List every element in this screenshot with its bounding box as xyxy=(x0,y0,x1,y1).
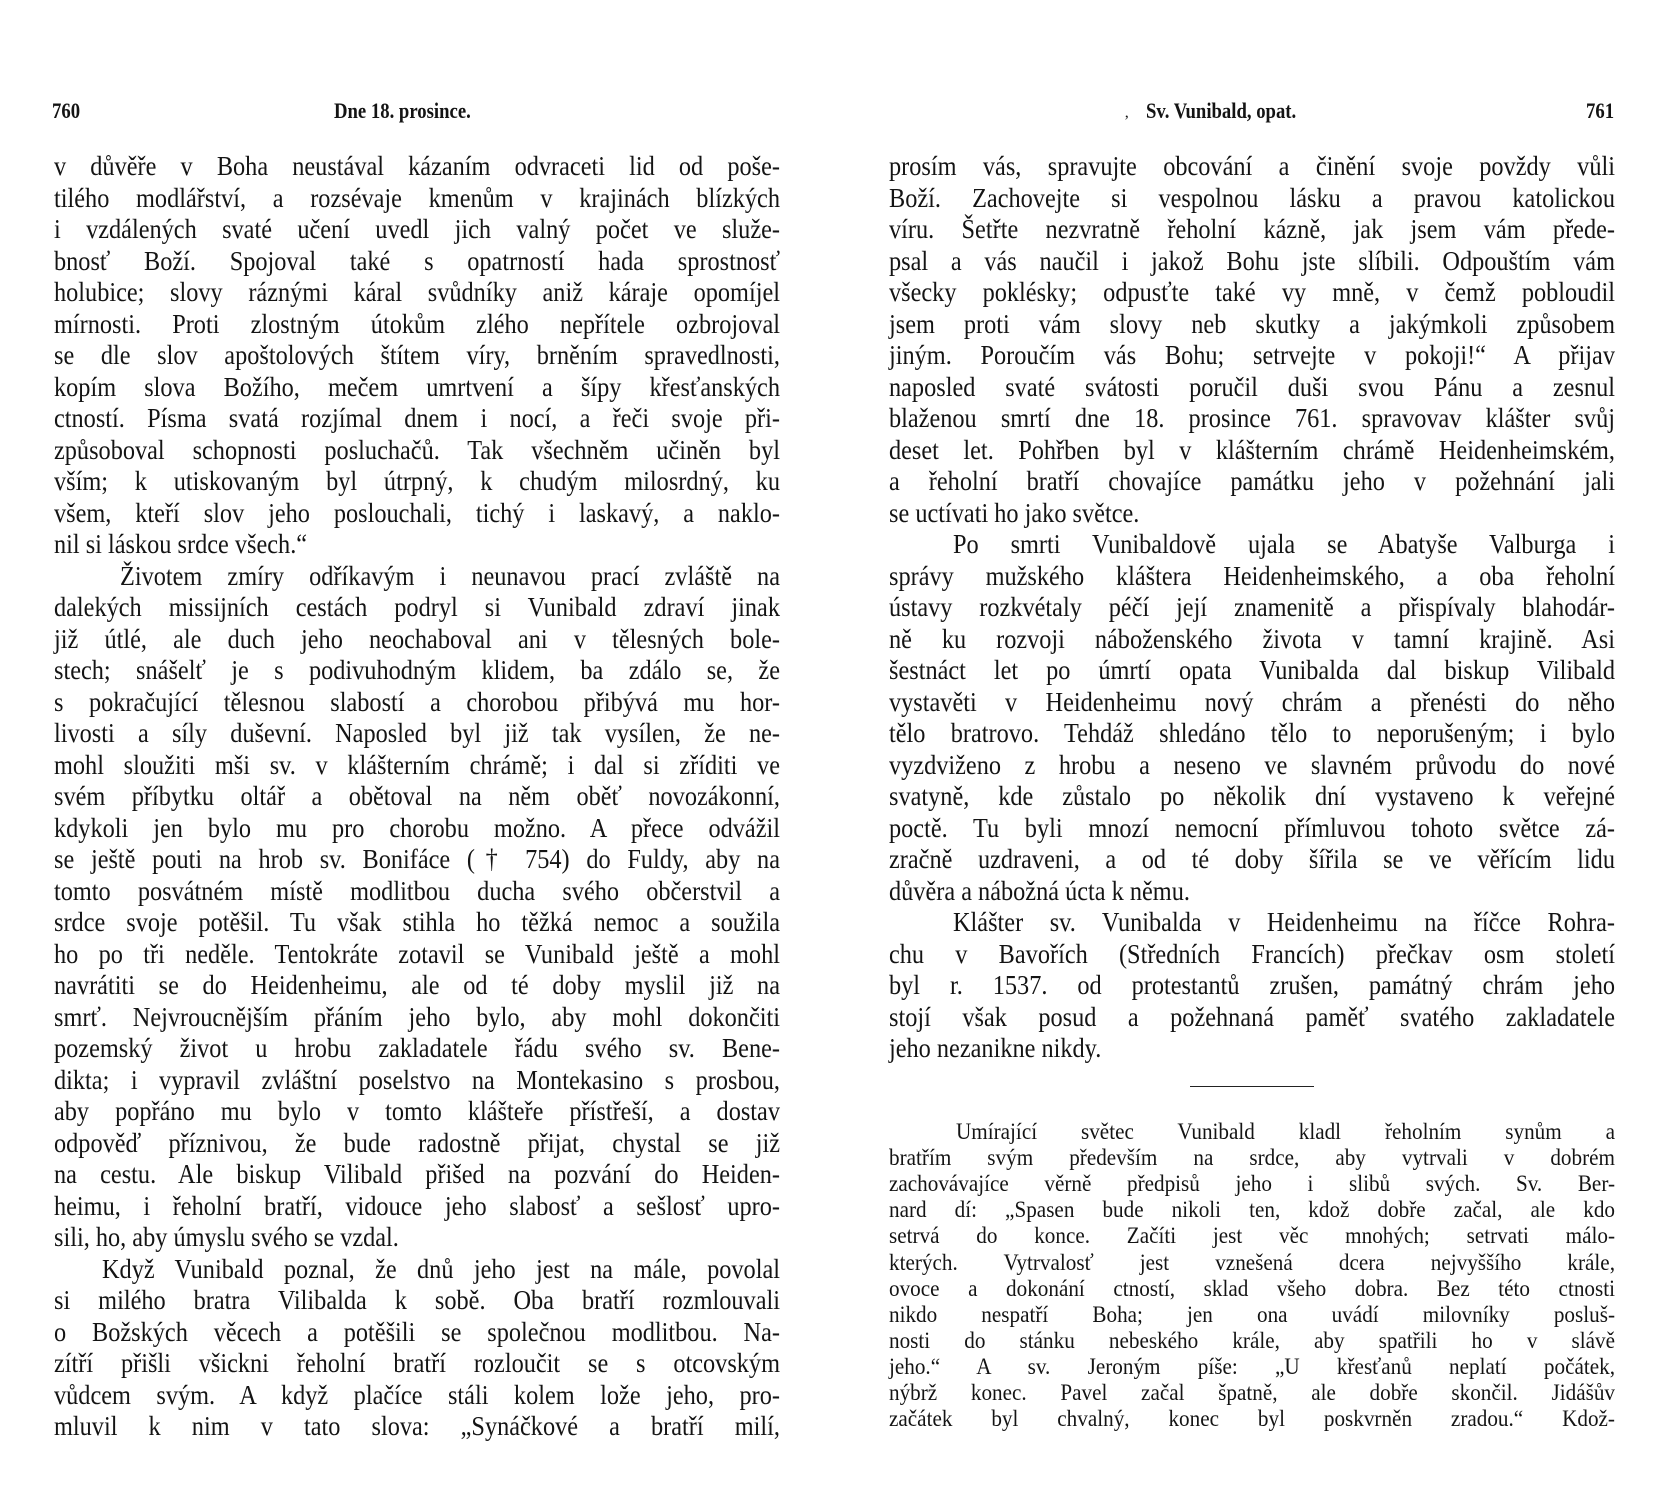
text-line: a řeholní bratří chovajíce památku jeho v požehnání jali xyxy=(889,466,1615,496)
text-line: dikta; i vypravil zvláštní poselstvo na Montekasino s prosbou, xyxy=(54,1064,780,1095)
text-line: jeho.“ A sv. Jeroným píše: „U křesťanů neplatí počátek, xyxy=(889,1353,1615,1379)
text-line: v důvěře v Boha neustával kázaním odvraceti lid od poše- xyxy=(54,151,780,181)
text-line: nosti do stánku nebeského krále, aby spatřili ho v slávě xyxy=(889,1327,1615,1353)
text-line: holubice; slovy ráznými káral svůdníky aniž káraje opomíjel xyxy=(54,277,780,307)
text-line: livosti a síly duševní. Naposled byl již tak vysílen, že ne- xyxy=(54,718,780,748)
text-line: srdce svoje potěšil. Tu však stihla ho těžká nemoc a soužila xyxy=(54,907,780,937)
text-line: Klášter sv. Vunibalda v Heidenheimu na říčce Rohra- xyxy=(953,907,1615,937)
text-line: nýbrž konec. Pavel začal špatně, ale dobře skončil. Jidášův xyxy=(889,1380,1615,1405)
text-line: naposled svaté svátosti poručil duši svou Pánu a zesnul xyxy=(889,371,1615,402)
text-line: svatyně, kde zůstalo po několik dní vystaveno k veřejné xyxy=(889,781,1615,811)
text-line: deset let. Pohřben byl v klášterním chrámě Heidenheimském, xyxy=(889,434,1615,465)
section-divider xyxy=(1190,1086,1314,1087)
text-line: ovoce a dokonání ctností, sklad všeho dobra. Bez této ctnosti xyxy=(889,1275,1615,1301)
text-line: setrvá do konce. Začíti jest věc mnohých; setrvati málo- xyxy=(889,1223,1615,1249)
text-line: kdykoli jen bylo mu pro chorobu možno. A přece odvážil xyxy=(54,812,780,843)
text-line: již útlé, ale duch jeho neochaboval ani v tělesných bole- xyxy=(54,623,780,654)
text-line: všem, kteří slov jeho poslouchali, tichý i laskavý, a naklo- xyxy=(54,497,780,528)
text-line: ho po tři neděle. Tentokráte zotavil se Vunibald ještě a mohl xyxy=(54,938,780,969)
text-line: jiným. Poroučím vás Bohu; setrvejte v pokoji!“ A přijav xyxy=(889,340,1615,370)
text-line: navrátiti se do Heidenheimu, ale od té doby myslil již na xyxy=(54,970,780,1000)
text-line: bratřím svým především na srdce, aby vytrvali v dobrém xyxy=(889,1145,1615,1171)
text-line: mluvil k nim v tato slova: „Synáčkové a bratří milí, xyxy=(54,1411,780,1441)
text-line: kterých. Vytrvalosť jest vznešená dcera nejvyššího krále, xyxy=(889,1249,1615,1275)
text-line: na cestu. Ale biskup Vilibald přišed na pozvání do Heiden- xyxy=(54,1159,780,1189)
text-line: ctností. Písma svatá rozjímal dnem i nocí, a řeči svoje při- xyxy=(54,403,780,433)
text-line: začátek byl chvalný, konec byl poskvrněn zradou.“ Kdož- xyxy=(889,1406,1615,1432)
text-line: způsoboval schopnosti posluchačů. Tak všechněm učiněn byl xyxy=(54,434,780,465)
text-line: stojí však posud a požehnaná paměť svatého zakladatele xyxy=(889,1001,1615,1032)
text-line: i vzdálených svaté učení uvedl jich valný počet ve služe- xyxy=(54,214,780,244)
text-line: stech; snášelť je s podivuhodným klidem, ba zdálo se, že xyxy=(54,655,780,685)
text-line: nard dí: „Spasen bude nikoli ten, kdož dobře začal, ale kdo xyxy=(889,1197,1615,1223)
text-line: tomto posvátném místě modlitbou ducha svého občerstvil a xyxy=(54,875,780,906)
text-line: se ještě pouti na hrob sv. Bonifáce († 754) do Fuldy, aby na xyxy=(54,844,780,874)
text-line: tělo bratrovo. Tehdáž shledáno tělo to neporušeným; i bylo xyxy=(889,718,1615,748)
text-line: nil si láskou srdce všech.“ xyxy=(54,529,308,559)
text-line: jsem proti vám slovy neb skutky a jakýmkoli způsobem xyxy=(889,308,1615,339)
text-line: víru. Šetřte nezvratně řeholní kázně, jak jsem vám přede- xyxy=(889,214,1615,244)
text-line: důvěra a nábožná úcta k němu. xyxy=(889,875,1190,906)
text-line: s pokračující tělesnou slabostí a chorobou přibývá mu hor- xyxy=(54,686,780,717)
text-line: o Božských věcech a potěšili se společnou modlitbou. Na- xyxy=(54,1316,780,1347)
scan-speck: ‚ xyxy=(1124,104,1130,121)
text-line: zachovávajíce věrně předpisů jeho i slibů svých. Sv. Ber- xyxy=(889,1171,1615,1197)
text-line: Životem zmíry odříkavým i neunavou prací zvláště na xyxy=(120,560,780,591)
text-line: si milého bratra Vilibalda k sobě. Oba bratří rozmlouvali xyxy=(54,1285,780,1315)
text-line: se uctívati ho jako světce. xyxy=(889,497,1140,528)
text-line: tilého modlářství, a rozsévaje kmenům v krajinách blízkých xyxy=(54,182,780,213)
text-line: bnosť Boží. Spojoval také s opatrností hada sprostnosť xyxy=(54,245,780,276)
text-line: smrť. Nejvroucnějším přáním jeho bylo, aby mohl dokončiti xyxy=(54,1001,780,1032)
text-line: aby popřáno mu bylo v tomto klášteře přístřeší, a dostav xyxy=(54,1096,780,1126)
text-line: byl r. 1537. od protestantů zrušen, památný chrám jeho xyxy=(889,970,1615,1000)
text-line: mohl sloužiti mši sv. v klášterním chrámě; i dal si zříditi ve xyxy=(54,749,780,780)
text-line: vůdcem svým. A když plačíce stáli kolem lože jeho, pro- xyxy=(54,1379,780,1410)
text-line: vším; k utiskovaným byl útrpný, k chudým milosrdný, ku xyxy=(54,466,780,496)
text-line: prosím vás, spravujte obcování a činění svoje povždy vůli xyxy=(889,151,1615,181)
text-line: zítří přišli všickni řeholní bratří rozloučit se s otcovským xyxy=(54,1348,780,1378)
running-title-left: Dne 18. prosince. xyxy=(334,98,471,123)
text-line: správy mužského kláštera Heidenheimského, a oba řeholní xyxy=(889,560,1615,591)
page-number-left: 760 xyxy=(52,98,81,123)
text-line: vyzdviženo z hrobu a neseno ve slavném průvodu do nové xyxy=(889,749,1615,780)
text-line: mírnosti. Proti zlostným útokům zlého nepřítele ozbrojoval xyxy=(54,308,780,339)
text-line: nikdo nespatří Boha; jen ona uvádí milovníky posluš- xyxy=(889,1301,1615,1327)
text-line: kopím slova Božího, mečem umrtvení a šípy křesťanských xyxy=(54,371,780,402)
text-line: dalekých missijních cestách podryl si Vunibald zdraví jinak xyxy=(54,592,780,622)
text-line: všecky poklésky; odpusťte také vy mně, v čemž pobloudil xyxy=(889,277,1615,307)
page-number-right: 761 xyxy=(1586,98,1615,123)
running-title-right: Sv. Vunibald, opat. xyxy=(1146,98,1297,123)
text-line: šestnáct let po úmrtí opata Vunibalda dal biskup Vilibald xyxy=(889,655,1615,685)
text-line: vystavěti v Heidenheimu nový chrám a přenésti do něho xyxy=(889,686,1615,717)
text-line: pozemský život u hrobu zakladatele řádu svého sv. Bene- xyxy=(54,1033,780,1063)
text-line: poctě. Tu byli mnozí nemocní přímluvou tohoto světce zá- xyxy=(889,812,1615,843)
text-line: svém příbytku oltář a obětoval na něm oběť novozákonní, xyxy=(54,781,780,811)
text-line: se dle slov apoštolových štítem víry, brněním spravedlnosti, xyxy=(54,340,780,370)
text-line: zračně uzdraveni, a od té doby šířila se ve věřícím lidu xyxy=(889,844,1615,874)
text-line: odpověď příznivou, že bude radostně přijat, chystal se již xyxy=(54,1127,780,1158)
text-line: Umírající světec Vunibald kladl řeholním synům a xyxy=(956,1119,1615,1144)
text-line: Když Vunibald poznal, že dnů jeho jest na mále, povolal xyxy=(102,1253,780,1284)
text-line: psal a vás naučil i jakož Bohu jste slíbili. Odpouštím vám xyxy=(889,245,1615,276)
text-line: sili, ho, aby úmyslu svého se vzdal. xyxy=(54,1222,399,1252)
text-line: blaženou smrtí dne 18. prosince 761. spravovav klášter svůj xyxy=(889,403,1615,433)
text-line: Po smrti Vunibaldově ujala se Abatyše Valburga i xyxy=(953,529,1615,559)
text-line: jeho nezanikne nikdy. xyxy=(889,1033,1102,1063)
text-line: chu v Bavořích (Středních Francích) přečkav osm století xyxy=(889,938,1615,969)
text-line: heimu, i řeholní bratří, vidouce jeho slabosť a sešlosť upro- xyxy=(54,1190,780,1221)
text-line: ústavy rozkvétaly péčí její znamenitě a přispívaly blahodár- xyxy=(889,592,1615,622)
text-line: ně ku rozvoji náboženského života v tamní krajině. Asi xyxy=(889,623,1615,654)
text-line: Boží. Zachovejte si vespolnou lásku a pravou katolickou xyxy=(889,182,1615,213)
